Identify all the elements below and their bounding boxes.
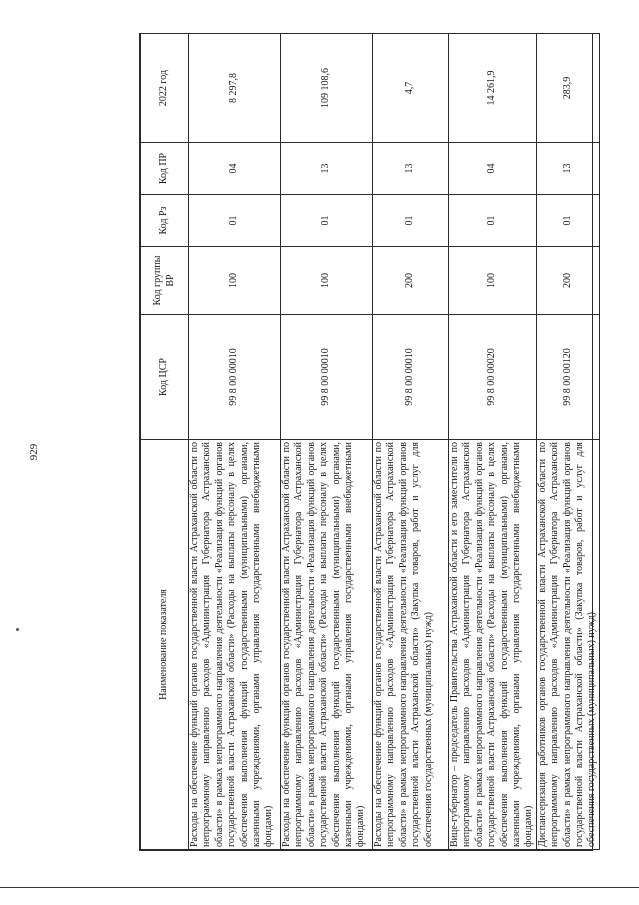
cell-pr: 04 — [449, 143, 537, 195]
header-rz: Код Рз — [141, 195, 189, 247]
margin-dot — [16, 628, 19, 631]
cell-rz: 01 — [373, 195, 449, 247]
cell-pr: 13 — [536, 143, 599, 195]
rotated-table-container — [140, 34, 598, 850]
table-row — [373, 34, 449, 850]
cell-name: Вице-губернатор – председатель Правительства Астраханской области и его заместители по непрограммному направлению расходов «Администрация Губернатора Астраханской области» в рамках непрограммного направления деятельности «Реализация функций органов государственной власти Астраханской области» (Расходы на выплаты персоналу в целях обеспечения выполнения функций государственными (муниципальными) органами, казенными учреждениями, органами управления государственными внебюджетными фондами) — [449, 440, 537, 850]
cell-pr: 13 — [281, 143, 373, 195]
cell-csr: 99 8 00 00010 — [281, 315, 373, 440]
cell-vr: 100 — [189, 247, 281, 315]
cell-csr: 99 8 00 00010 — [373, 315, 449, 440]
cell-name: Расходы на обеспечение функций органов государственной власти Астраханской области по непрограммному направлению расходов «Администрация Губернатора Астраханской области» в рамках непрограммного направления деятельности «Реализация функций органов государственной власти Астраханской области» (Расходы на выплаты персоналу в целях обеспечения выполнения функций государственными (муниципальными) органами, казенными учреждениями, органами управления государственными внебюджетными фондами) — [281, 440, 373, 850]
header-row — [141, 34, 189, 850]
cell-csr: 99 8 00 00010 — [189, 315, 281, 440]
table-row — [281, 34, 373, 850]
budget-table-frame — [139, 33, 598, 851]
cell-vr: 200 — [536, 247, 599, 315]
cell-amount: 4,7 — [373, 34, 449, 143]
cell-csr: 99 8 00 00120 — [536, 315, 599, 440]
table-row — [189, 34, 281, 850]
cell-pr: 04 — [189, 143, 281, 195]
cell-name: Диспансеризация работников органов государственной власти Астраханской области по непрограммному направлению расходов «Администрация Губернатора Астраханской области» в рамках непрограммного направления деятельности «Реализация функций органов государственной власти Астраханской области» (Закупка товаров, работ и услуг для обеспечения государственных (муниципальных) нужд) — [536, 440, 599, 850]
cell-rz: 01 — [189, 195, 281, 247]
cell-vr: 100 — [281, 247, 373, 315]
cell-rz: 01 — [281, 195, 373, 247]
cell-name: Расходы на обеспечение функций органов государственной власти Астраханской области по непрограммному направлению расходов «Администрация Губернатора Астраханской области» в рамках непрограммного направления деятельности «Реализация функций органов государственной власти Астраханской области» (Закупка товаров, работ и услуг для обеспечения государственных (муниципальных) нужд) — [373, 440, 449, 850]
cell-amount: 283,9 — [536, 34, 599, 143]
budget-table — [140, 33, 600, 850]
table-row — [536, 34, 599, 850]
cell-amount: 109 108,6 — [281, 34, 373, 143]
table-row — [449, 34, 537, 850]
cell-amount: 14 261,9 — [449, 34, 537, 143]
cell-amount: 8 297,8 — [189, 34, 281, 143]
header-pr: Код ПР — [141, 143, 189, 195]
cell-name: Расходы на обеспечение функций органов государственной власти Астраханской области по непрограммному направлению расходов «Администрация Губернатора Астраханской области» в рамках непрограммного направления деятельности «Реализация функций органов государственной власти Астраханской области» (Расходы на выплаты персоналу в целях обеспечения выполнения функций государственными (муниципальными) органами, казенными учреждениями, органами управления государственными внебюджетными фондами) — [189, 440, 281, 850]
header-name: Наименование показателя — [141, 440, 189, 850]
bottom-rule — [0, 887, 639, 888]
cell-pr: 13 — [373, 143, 449, 195]
cell-vr: 100 — [449, 247, 537, 315]
cell-csr: 99 8 00 00020 — [449, 315, 537, 440]
header-year: 2022 год — [141, 34, 189, 143]
cell-vr: 200 — [373, 247, 449, 315]
header-csr: Код ЦСР — [141, 315, 189, 440]
cell-rz: 01 — [449, 195, 537, 247]
header-vr: Код группы ВР — [141, 247, 189, 315]
page-number: 929 — [28, 443, 40, 461]
cell-rz: 01 — [536, 195, 599, 247]
